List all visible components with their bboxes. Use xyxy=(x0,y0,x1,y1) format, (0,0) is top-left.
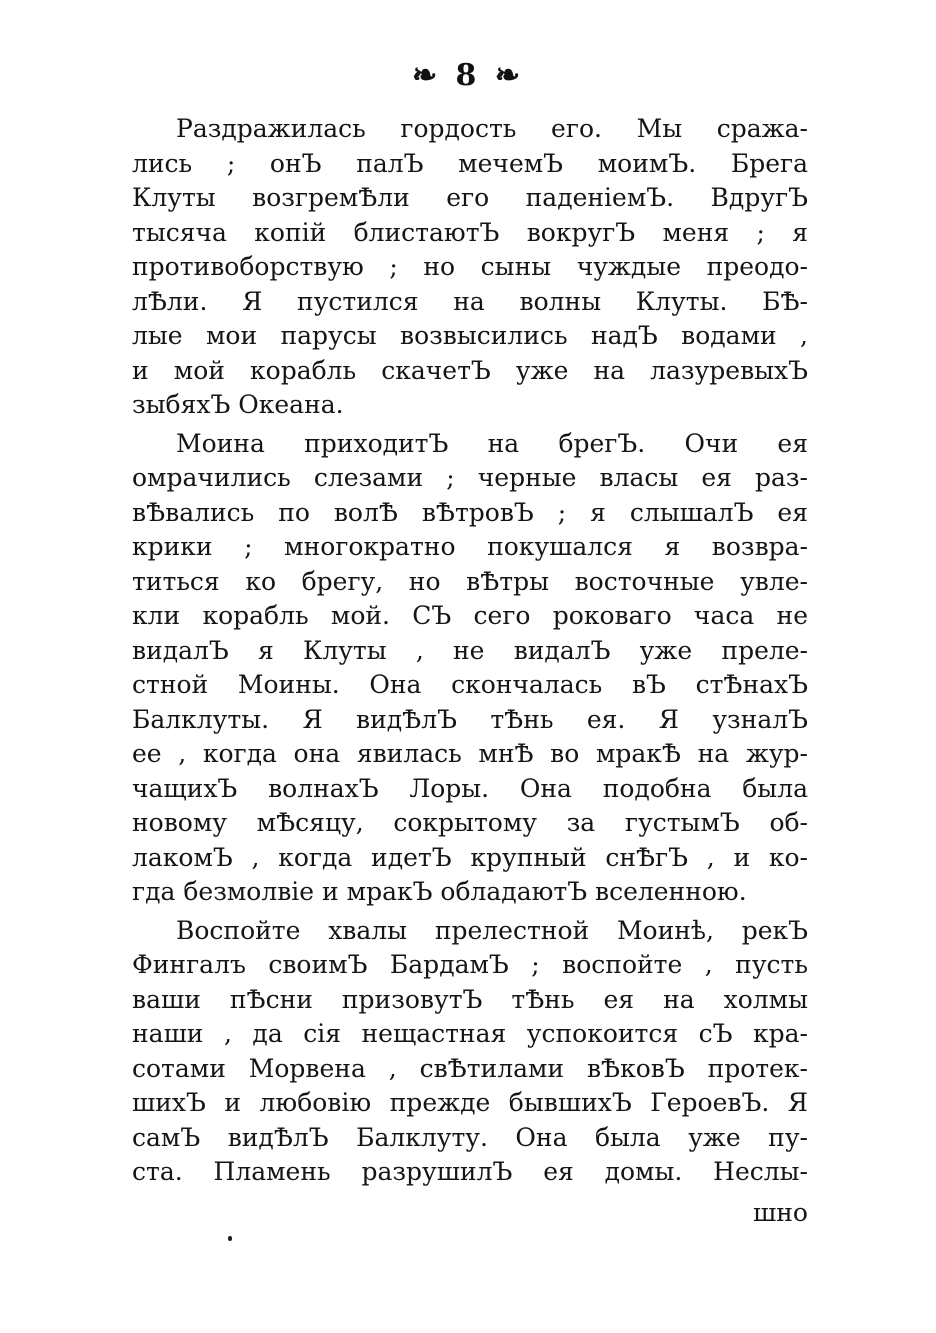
text-line: самЪ видѢлЪ Балклуту. Она была уже пу- xyxy=(132,1122,808,1152)
text-line: чащихЪ волнахЪ Лоры. Она подобна была xyxy=(132,773,808,803)
catchword: шно xyxy=(753,1198,808,1227)
text-line: Воспойте хвалы прелестной Моинѣ, рекЪ xyxy=(176,915,808,945)
text-line: ста. Пламень разрушилЪ ея домы. Неслы- xyxy=(132,1157,808,1186)
text-line: Раздражилась гордость его. Мы сража- xyxy=(176,114,808,143)
text-line: противоборствую ; но сыны чуждые преодо- xyxy=(132,252,808,281)
text-line: видалЪ я Клуты , не видалЪ уже преле- xyxy=(132,635,808,665)
text-line: кли корабль мой. СЪ сего роковаго часа не xyxy=(132,601,808,630)
text-line: крики ; многократно покушался я возвра- xyxy=(132,532,808,561)
text-line: Фингалъ своимЪ БардамЪ ; воспойте , пусть xyxy=(132,950,808,979)
text-line: и мой корабль скачетЪ уже на лазуревыхЪ xyxy=(132,355,808,385)
text-line: Клуты возгремѢли его паденіемЪ. ВдругЪ xyxy=(132,183,808,212)
text-line: титься ко брегу, но вѢтры восточные увле- xyxy=(132,566,808,596)
text-line: вѢвались по волѢ вѢтровЪ ; я слышалЪ ея xyxy=(132,497,808,527)
body-text xyxy=(132,112,808,1190)
text-line: зыбяхЪ Океана. xyxy=(132,390,344,419)
text-line: стной Моины. Она скончалась вЪ стѢнахЪ xyxy=(132,670,808,699)
text-line: ваши пѢсни призовутЪ тѢнь ея на холмы xyxy=(132,984,808,1014)
text-line: шихЪ и любовію прежде бывшихЪ ГероевЪ. Я xyxy=(132,1088,808,1117)
text-line: лакомЪ , когда идетЪ крупный снѢгЪ , и ко- xyxy=(132,842,808,872)
text-line: гда безмолвіе и мракЪ обладаютЪ вселенною. xyxy=(132,877,747,906)
text-line: Моина приходитЪ на брегЪ. Очи ея xyxy=(176,428,808,458)
text-line: омрачились слезами ; черные власы ея раз- xyxy=(132,463,808,492)
text-line: наши , да сія нещастная успокоится сЪ кра- xyxy=(132,1019,808,1048)
text-line: Балклуты. Я видѢлЪ тѢнь ея. Я узналЪ xyxy=(132,704,808,734)
text-line: сотами Морвена , свѢтилами вѢковЪ протек- xyxy=(132,1053,808,1083)
text-line: лѢли. Я пустился на волны Клуты. БѢ- xyxy=(132,286,808,316)
text-line: ее , когда она явилась мнѢ во мракѢ на жур- xyxy=(132,739,808,768)
text-line: новому мѢсяцу, сокрытому за густымЪ об- xyxy=(132,808,808,837)
ink-speck xyxy=(228,1236,232,1241)
text-line: тысяча копій блистаютЪ вокругЪ меня ; я xyxy=(132,217,808,247)
text-line: лые мои парусы возвысились надЪ водами , xyxy=(132,321,808,350)
text-line: лись ; онЪ палЪ мечемЪ моимЪ. Брега xyxy=(132,148,808,178)
page-header-ornament: ❧ 8 ❧ xyxy=(411,58,525,93)
